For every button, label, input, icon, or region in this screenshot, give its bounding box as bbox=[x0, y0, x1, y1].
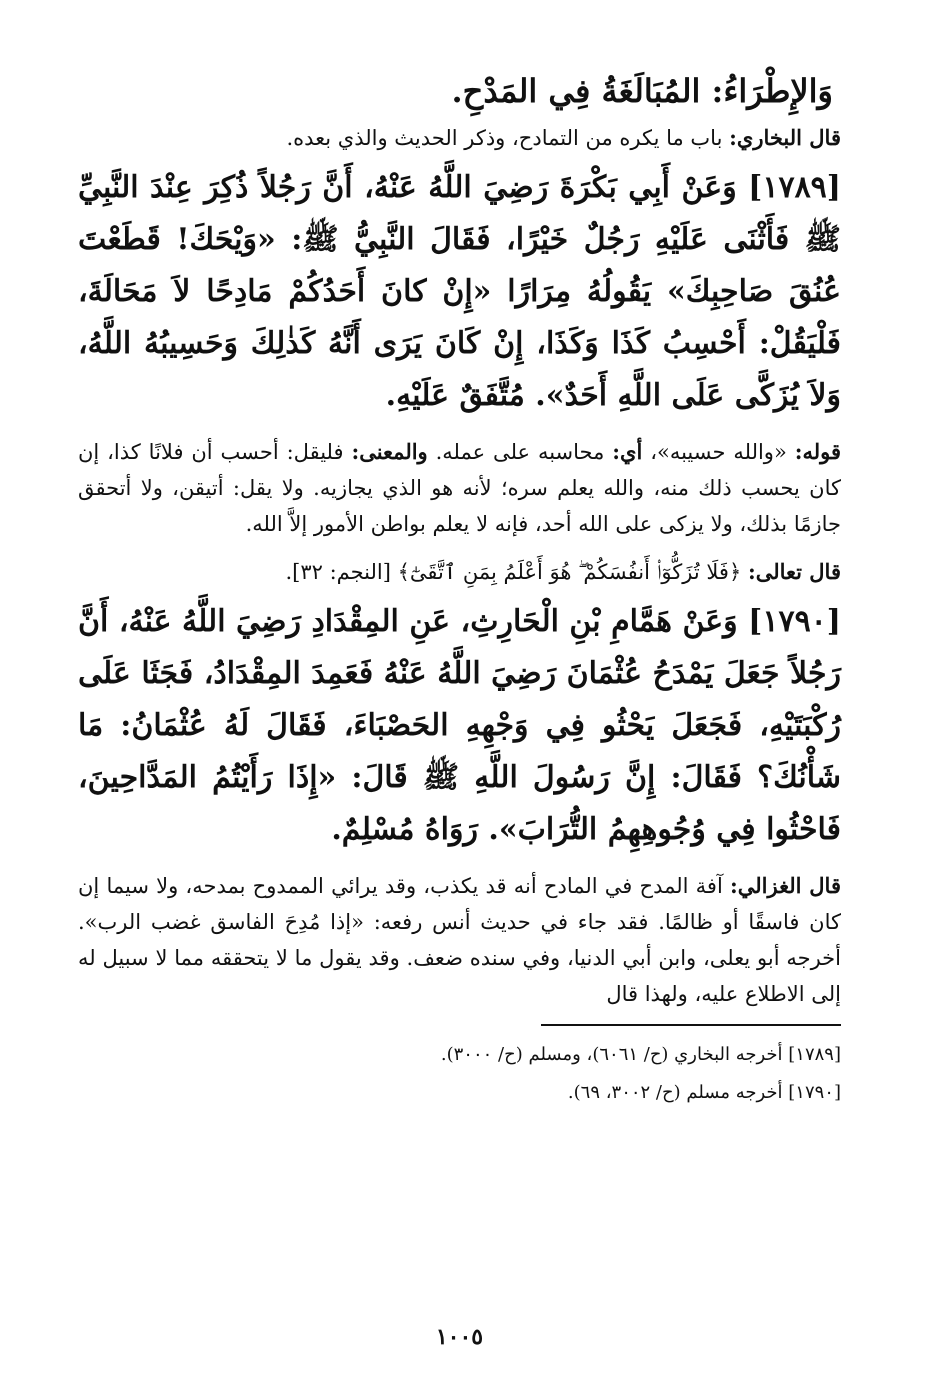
commentary-2 bbox=[78, 868, 841, 1012]
heading-line: وَالإِطْرَاءُ: المُبَالَغَةُ فِي المَدْحِ. bbox=[451, 72, 833, 110]
commentary-1-text-b: فليقل: أحسب أن فلانًا كذا، إن كان يحسب ذلك منه، والله يعلم سره؛ لأنه هو الذي يجازيه. ولا يقل: أتيقن، ولا أتحقق جازمًا بذلك، ولا يزكى على الله أحد، فإنه لا يعلم بواطن الأمور إلاَّ الله. bbox=[78, 440, 841, 536]
book-page bbox=[78, 62, 841, 1352]
quran-quote-label: قال تعالى: bbox=[747, 559, 841, 584]
commentary-1-label-qawluh: قوله: bbox=[794, 439, 841, 464]
intro-paragraph bbox=[78, 120, 841, 156]
commentary-2-label: قال الغزالي: bbox=[730, 873, 841, 898]
footnote-1789: [١٧٨٩] أخرجه البخاري (ح/ ٦٠٦١)، ومسلم (ح/ ٣٠٠٠). bbox=[440, 1044, 841, 1065]
commentary-1-quote: «والله حسيبه»، bbox=[650, 440, 787, 464]
quran-quote bbox=[78, 554, 841, 590]
quran-reference: [النجم: ٣٢]. bbox=[285, 560, 391, 584]
footnote-1790: [١٧٩٠] أخرجه مسلم (ح/ ٣٠٠٢، ٦٩). bbox=[567, 1082, 841, 1103]
intro-text: باب ما يكره من التمادح، وذكر الحديث والذي بعده. bbox=[286, 126, 723, 150]
commentary-1-label-ay: أي: bbox=[612, 439, 643, 464]
intro-label: قال البخاري: bbox=[729, 125, 841, 150]
hadith-1790: [١٧٩٠] وَعَنْ هَمَّامِ بْنِ الْحَارِثِ، عَنِ المِقْدَادِ رَضِيَ اللَّهُ عَنْهُ، أَنَّ رَجُلاً جَعَلَ يَمْدَحُ عُثْمَانَ رَضِيَ اللَّهُ عَنْهُ فَعَمِدَ المِقْدَادُ، فَجَثَا عَلَى رُكْبَتَيْهِ، فَجَعَلَ يَحْثُو فِي وَجْهِهِ الحَصْبَاءَ، فَقَالَ لَهُ عُثْمَانُ: مَا شَأْنُكَ؟ فَقَالَ: إِنَّ رَسُولَ اللَّهِ ﷺ قَالَ: «إِذَا رَأَيْتُمُ المَدَّاحِينَ، فَاحْثُوا فِي وُجُوهِهِمُ التُّرَابَ». رَوَاهُ مُسْلِمٌ. bbox=[78, 604, 841, 847]
footnote-divider bbox=[541, 1024, 841, 1026]
hadith-1789: [١٧٨٩] وَعَنْ أَبِي بَكْرَةَ رَضِيَ اللَّهُ عَنْهُ، أَنَّ رَجُلاً ذُكِرَ عِنْدَ النَّبِيِّ ﷺ فَأَثْنَى عَلَيْهِ رَجُلٌ خَيْرًا، فَقَالَ النَّبِيُّ ﷺ: «وَيْحَكَ! قَطَعْتَ عُنُقَ صَاحِبِكَ» يَقُولُهُ مِرَارًا «إِنْ كانَ أَحَدُكُمْ مَادِحًا لاَ مَحَالَةَ، فَلْيَقُلْ: أَحْسِبُ كَذَا وَكَذَا، إِنْ كَانَ يَرَى أَنَّهُ كَذٰلِكَ وَحَسِيبُهُ اللَّهُ، وَلاَ يُزَكَّى عَلَى اللَّهِ أَحَدٌ». مُتَّفَقٌ عَلَيْهِ. bbox=[78, 170, 842, 413]
page-number: ١٠٠٥ bbox=[435, 1324, 484, 1350]
commentary-1-label-meaning: والمعنى: bbox=[351, 439, 428, 464]
commentary-1 bbox=[78, 434, 841, 542]
commentary-1-text-a: محاسبه على عمله. bbox=[435, 440, 605, 464]
commentary-2-text: آفة المدح في المادح أنه قد يكذب، وقد يرائي الممدوح بمدحه، ولا سيما إن كان فاسقًا أو ظالمًا. فقد جاء في حديث أنس رفعه: «إذا مُدِحَ الفاسق غضب الرب». أخرجه أبو يعلى، وابن أبي الدنيا، وفي سنده ضعف. وقد يقول ما لا يتحققه مما لا سبيل له إلى الاطلاع عليه، ولهذا قال bbox=[78, 874, 841, 1006]
quran-verse: ﴿فَلَا تُزَكُّوٓا۟ أَنفُسَكُمْ ۖ هُوَ أَعْلَمُ بِمَنِ ٱتَّقَىٰٓ﴾ bbox=[397, 560, 742, 584]
